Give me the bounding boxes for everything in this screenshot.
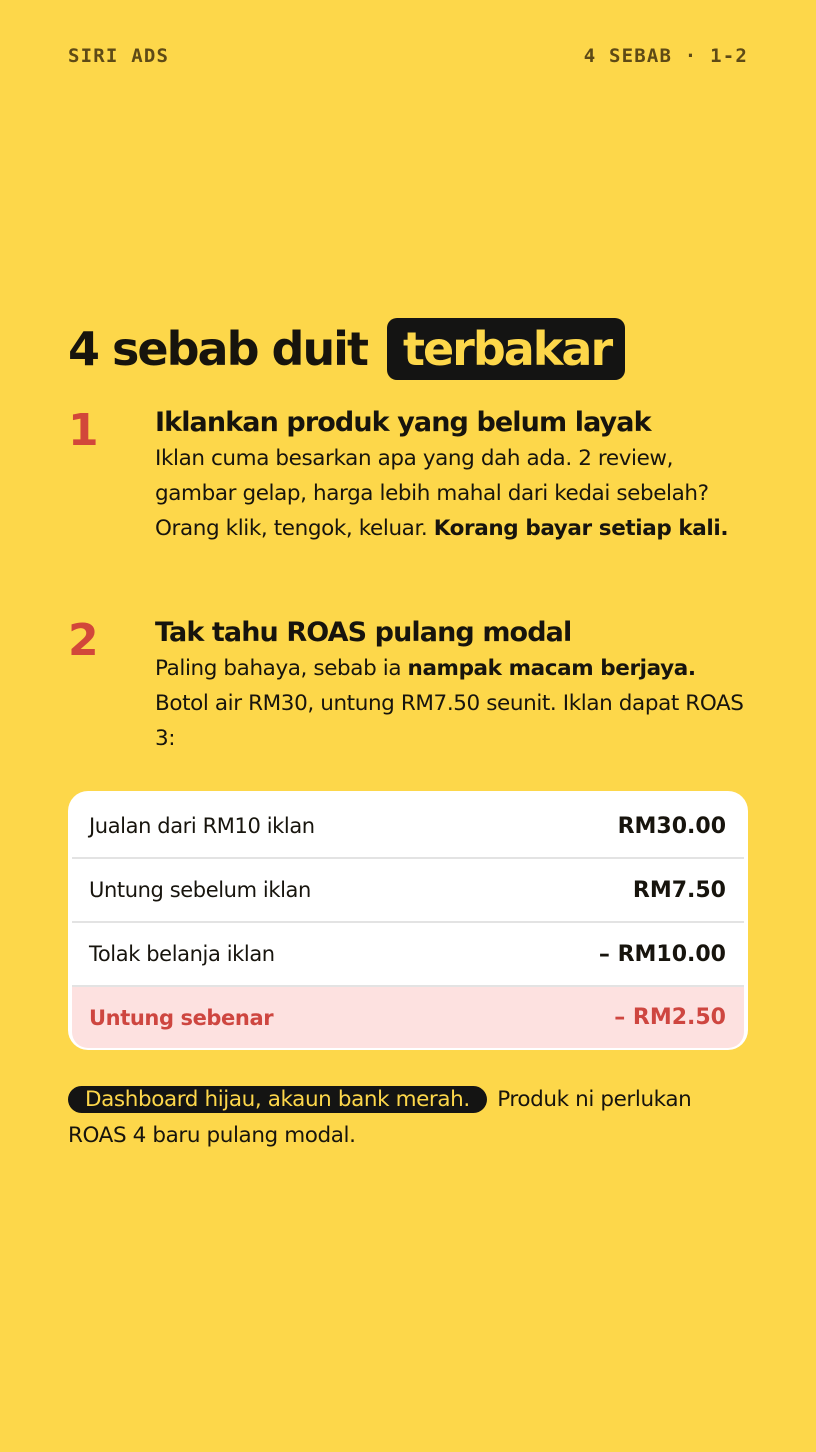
row-label: Jualan dari RM10 iklan: [89, 814, 315, 838]
footer-text: Produk ni perlukan ROAS 4 baru pulang modal.: [68, 1087, 692, 1148]
title-text: 4 sebab duit: [68, 322, 367, 376]
table-row: [72, 859, 744, 923]
reason-text-plain: Iklan cuma besarkan apa yang dah ada. 2 review, gambar gelap, harga lebih mahal dari kedai sebelah? Orang klik, tengok, keluar.: [155, 446, 709, 541]
row-value: RM7.50: [632, 877, 726, 903]
reason-body: [155, 405, 748, 546]
progress-label: 4 SEBAB · 1-2: [583, 45, 748, 67]
table-row: [72, 795, 744, 859]
profit-breakdown-table: [68, 791, 748, 1050]
reason-body: [155, 615, 748, 756]
title-highlight: terbakar: [387, 318, 625, 380]
reason-number: 2: [68, 615, 99, 666]
reason-title: Iklankan produk yang belum layak: [155, 407, 651, 438]
row-value: RM30.00: [617, 813, 726, 839]
reason-text-bold: nampak macam berjaya.: [407, 656, 696, 681]
reason-text-after: Botol air RM30, untung RM7.50 seunit. Iklan dapat ROAS 3:: [155, 691, 744, 751]
reason-text: [155, 441, 748, 546]
row-label: Untung sebenar: [89, 1005, 274, 1030]
footer-note: [68, 1082, 748, 1154]
table-row: [72, 923, 744, 987]
page-title: [68, 317, 625, 381]
reason-text-before: Paling bahaya, sebab ia: [155, 656, 402, 681]
reason-number: 1: [68, 405, 99, 456]
row-value: – RM2.50: [614, 1005, 726, 1030]
top-bar: [68, 45, 748, 67]
row-value: – RM10.00: [598, 941, 726, 967]
table-row-total: [72, 987, 744, 1048]
reason-title: Tak tahu ROAS pulang modal: [155, 617, 572, 648]
reason-text-bold: Korang bayar setiap kali.: [433, 516, 729, 541]
reason-text: [155, 651, 748, 756]
series-label: SIRI ADS: [68, 45, 170, 67]
row-label: Untung sebelum iklan: [89, 878, 311, 902]
footer-highlight: Dashboard hijau, akaun bank merah.: [68, 1086, 487, 1113]
row-label: Tolak belanja iklan: [89, 942, 275, 966]
